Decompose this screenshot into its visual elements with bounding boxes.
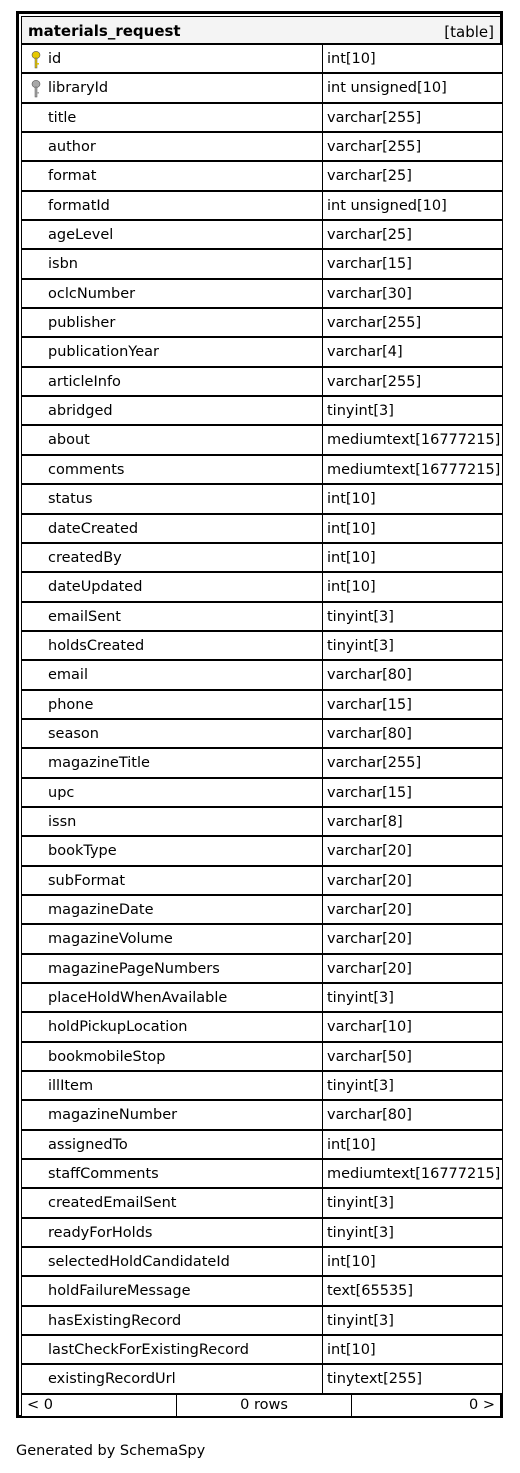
column-row bbox=[21, 161, 501, 190]
column-type: varchar[80] bbox=[327, 667, 412, 684]
column-name-cell bbox=[21, 308, 323, 337]
column-type-cell bbox=[322, 954, 503, 983]
row-count-text: 0 rows bbox=[240, 1397, 288, 1413]
footer-left-cell bbox=[22, 1395, 177, 1416]
column-row bbox=[21, 836, 501, 865]
column-type-cell bbox=[322, 367, 503, 396]
column-name: readyForHolds bbox=[48, 1224, 153, 1241]
column-type: varchar[255] bbox=[327, 139, 422, 156]
column-type-cell bbox=[322, 690, 503, 719]
column-name: existingRecordUrl bbox=[48, 1371, 176, 1388]
column-type: varchar[80] bbox=[327, 1107, 412, 1124]
column-name-cell bbox=[21, 778, 323, 807]
column-row bbox=[21, 1276, 501, 1305]
column-name-cell bbox=[21, 807, 323, 836]
primary-key-icon bbox=[31, 51, 41, 69]
column-name-cell bbox=[21, 161, 323, 190]
column-type: int unsigned[10] bbox=[327, 80, 447, 97]
column-type-cell bbox=[322, 1218, 503, 1247]
column-name-cell bbox=[21, 866, 323, 895]
column-row bbox=[21, 279, 501, 308]
column-name: magazineDate bbox=[48, 901, 154, 918]
column-type: tinyint[3] bbox=[327, 1195, 394, 1212]
column-name: formatId bbox=[48, 197, 110, 214]
column-type-cell bbox=[322, 1042, 503, 1071]
column-type: varchar[25] bbox=[327, 227, 412, 244]
column-row bbox=[21, 103, 501, 132]
column-type-cell bbox=[322, 983, 503, 1012]
column-type-cell bbox=[322, 572, 503, 601]
column-row bbox=[21, 866, 501, 895]
column-name-cell bbox=[21, 660, 323, 689]
column-type-cell bbox=[322, 1012, 503, 1041]
column-row bbox=[21, 1335, 501, 1364]
column-name-cell bbox=[21, 44, 323, 73]
column-name: holdPickupLocation bbox=[48, 1019, 188, 1036]
column-name-cell bbox=[21, 543, 323, 572]
column-type: varchar[20] bbox=[327, 931, 412, 948]
column-type: tinytext[255] bbox=[327, 1371, 423, 1388]
column-row bbox=[21, 690, 501, 719]
column-row bbox=[21, 1188, 501, 1217]
column-type-cell bbox=[322, 1335, 503, 1364]
column-name-cell bbox=[21, 1306, 323, 1335]
footer-center-cell bbox=[177, 1395, 352, 1416]
column-type: mediumtext[16777215] bbox=[327, 432, 501, 449]
column-row bbox=[21, 1130, 501, 1159]
column-name: title bbox=[48, 109, 77, 126]
column-name: author bbox=[48, 139, 96, 156]
column-list bbox=[21, 44, 501, 1394]
column-type-cell bbox=[322, 1130, 503, 1159]
column-name-cell bbox=[21, 1100, 323, 1129]
column-type-cell bbox=[322, 514, 503, 543]
column-name-cell bbox=[21, 895, 323, 924]
column-name-cell bbox=[21, 690, 323, 719]
column-row bbox=[21, 1247, 501, 1276]
column-type-cell bbox=[322, 1364, 503, 1393]
column-type: int[10] bbox=[327, 1136, 376, 1153]
column-type-cell bbox=[322, 631, 503, 660]
column-row bbox=[21, 807, 501, 836]
column-type: varchar[255] bbox=[327, 755, 422, 772]
column-row bbox=[21, 1071, 501, 1100]
column-name: id bbox=[48, 51, 62, 67]
column-type-cell bbox=[322, 220, 503, 249]
column-name: about bbox=[48, 432, 90, 449]
column-name: issn bbox=[48, 813, 77, 830]
column-row bbox=[21, 1159, 501, 1188]
column-type-cell bbox=[322, 895, 503, 924]
column-row bbox=[21, 602, 501, 631]
column-name: publisher bbox=[48, 315, 116, 332]
column-name: comments bbox=[48, 461, 125, 478]
column-name-cell bbox=[21, 1276, 323, 1305]
column-name-cell bbox=[21, 1364, 323, 1393]
column-name: magazinePageNumbers bbox=[48, 960, 220, 977]
column-row bbox=[21, 1218, 501, 1247]
column-name-cell bbox=[21, 572, 323, 601]
column-type-cell bbox=[322, 660, 503, 689]
column-name-cell bbox=[21, 719, 323, 748]
column-type: tinyint[3] bbox=[327, 990, 394, 1006]
column-type-cell bbox=[322, 1100, 503, 1129]
column-type: int[10] bbox=[327, 51, 376, 67]
column-type-cell bbox=[322, 836, 503, 865]
column-name: magazineNumber bbox=[48, 1107, 178, 1124]
column-name: bookmobileStop bbox=[48, 1048, 166, 1065]
column-row bbox=[21, 308, 501, 337]
column-row bbox=[21, 367, 501, 396]
column-type-cell bbox=[322, 279, 503, 308]
column-type: text[65535] bbox=[327, 1283, 414, 1300]
column-type-cell bbox=[322, 778, 503, 807]
column-name-cell bbox=[21, 954, 323, 983]
column-type-cell bbox=[322, 73, 503, 102]
column-name: dateUpdated bbox=[48, 579, 143, 596]
column-type: varchar[15] bbox=[327, 696, 412, 713]
column-name-cell bbox=[21, 103, 323, 132]
column-row bbox=[21, 543, 501, 572]
column-row bbox=[21, 1042, 501, 1071]
column-name: createdBy bbox=[48, 549, 122, 566]
column-row bbox=[21, 1100, 501, 1129]
index-key-icon bbox=[31, 80, 41, 98]
column-type-cell bbox=[322, 455, 503, 484]
column-name-cell bbox=[21, 484, 323, 513]
column-name-cell bbox=[21, 425, 323, 454]
column-name: season bbox=[48, 725, 99, 742]
column-name-cell bbox=[21, 602, 323, 631]
column-name: phone bbox=[48, 696, 94, 713]
column-type: varchar[80] bbox=[327, 725, 412, 742]
column-name-cell bbox=[21, 455, 323, 484]
column-type: int[10] bbox=[327, 1342, 376, 1359]
column-name-cell bbox=[21, 249, 323, 278]
column-row bbox=[21, 191, 501, 220]
column-name: isbn bbox=[48, 256, 78, 273]
column-type: varchar[20] bbox=[327, 872, 412, 889]
column-type: varchar[255] bbox=[327, 109, 422, 126]
column-row bbox=[21, 954, 501, 983]
column-row bbox=[21, 660, 501, 689]
column-name-cell bbox=[21, 748, 323, 777]
column-type: tinyint[3] bbox=[327, 1224, 394, 1241]
column-type-cell bbox=[322, 161, 503, 190]
column-type-cell bbox=[322, 132, 503, 161]
column-type: int[10] bbox=[327, 579, 376, 596]
column-type-cell bbox=[322, 1306, 503, 1335]
column-row bbox=[21, 778, 501, 807]
column-type: tinyint[3] bbox=[327, 1078, 394, 1095]
column-type: varchar[50] bbox=[327, 1048, 412, 1065]
column-type-cell bbox=[322, 103, 503, 132]
column-name: emailSent bbox=[48, 608, 121, 625]
column-type: tinyint[3] bbox=[327, 1312, 394, 1329]
column-type: varchar[20] bbox=[327, 960, 412, 977]
column-name: illItem bbox=[48, 1078, 94, 1095]
column-type: varchar[255] bbox=[327, 373, 422, 390]
column-type-cell bbox=[322, 866, 503, 895]
column-row bbox=[21, 1364, 501, 1393]
column-type: int[10] bbox=[327, 491, 376, 508]
column-type-cell bbox=[322, 425, 503, 454]
column-name-cell bbox=[21, 1159, 323, 1188]
column-name: createdEmailSent bbox=[48, 1195, 177, 1212]
column-name-cell bbox=[21, 1012, 323, 1041]
column-name: articleInfo bbox=[48, 373, 121, 390]
column-row bbox=[21, 337, 501, 366]
generated-by-caption: Generated by SchemaSpy bbox=[16, 1443, 206, 1459]
column-name: bookType bbox=[48, 843, 117, 860]
column-type: varchar[20] bbox=[327, 843, 412, 860]
column-type-cell bbox=[322, 484, 503, 513]
column-name: holdsCreated bbox=[48, 637, 145, 654]
column-type-cell bbox=[322, 396, 503, 425]
column-type-cell bbox=[322, 602, 503, 631]
column-row bbox=[21, 748, 501, 777]
column-type: varchar[15] bbox=[327, 256, 412, 273]
column-type-cell bbox=[322, 807, 503, 836]
column-name: publicationYear bbox=[48, 344, 159, 361]
column-name: subFormat bbox=[48, 872, 126, 889]
column-name-cell bbox=[21, 1218, 323, 1247]
column-row bbox=[21, 249, 501, 278]
column-type-cell bbox=[322, 924, 503, 953]
column-row bbox=[21, 220, 501, 249]
column-name-cell bbox=[21, 396, 323, 425]
column-name-cell bbox=[21, 73, 323, 102]
column-name: magazineTitle bbox=[48, 755, 150, 772]
column-row bbox=[21, 983, 501, 1012]
column-type-cell bbox=[322, 191, 503, 220]
column-name-cell bbox=[21, 1071, 323, 1100]
column-type: int[10] bbox=[327, 549, 376, 566]
column-name: abridged bbox=[48, 403, 113, 420]
column-name-cell bbox=[21, 1335, 323, 1364]
column-name-cell bbox=[21, 983, 323, 1012]
column-name-cell bbox=[21, 220, 323, 249]
column-type-cell bbox=[322, 44, 503, 73]
column-row bbox=[21, 719, 501, 748]
column-name: holdFailureMessage bbox=[48, 1283, 191, 1300]
column-type: varchar[4] bbox=[327, 344, 403, 361]
column-type: tinyint[3] bbox=[327, 637, 394, 654]
column-row bbox=[21, 924, 501, 953]
column-type-cell bbox=[322, 543, 503, 572]
column-name-cell bbox=[21, 367, 323, 396]
column-type-cell bbox=[322, 748, 503, 777]
column-name: dateCreated bbox=[48, 520, 139, 537]
column-type: varchar[15] bbox=[327, 784, 412, 801]
column-type: int[10] bbox=[327, 520, 376, 537]
footer-left-text: < 0 bbox=[27, 1397, 53, 1413]
column-name-cell bbox=[21, 1188, 323, 1217]
column-name: placeHoldWhenAvailable bbox=[48, 990, 228, 1006]
column-name-cell bbox=[21, 337, 323, 366]
column-row bbox=[21, 1012, 501, 1041]
column-type: varchar[255] bbox=[327, 315, 422, 332]
column-row bbox=[21, 572, 501, 601]
column-type: varchar[10] bbox=[327, 1019, 412, 1036]
table-name: materials_request bbox=[28, 22, 181, 40]
column-name: ageLevel bbox=[48, 227, 114, 244]
footer-right-cell bbox=[352, 1395, 500, 1416]
column-row bbox=[21, 895, 501, 924]
column-type: varchar[8] bbox=[327, 813, 403, 830]
column-type: tinyint[3] bbox=[327, 608, 394, 625]
column-type: int unsigned[10] bbox=[327, 197, 447, 214]
column-name: magazineVolume bbox=[48, 931, 173, 948]
table-type-label: [table] bbox=[444, 23, 494, 41]
column-type: int[10] bbox=[327, 1254, 376, 1271]
column-type: tinyint[3] bbox=[327, 403, 394, 420]
column-type-cell bbox=[322, 1188, 503, 1217]
column-name: selectedHoldCandidateId bbox=[48, 1254, 230, 1271]
column-name: libraryId bbox=[48, 80, 109, 97]
column-type: varchar[25] bbox=[327, 168, 412, 185]
column-name: hasExistingRecord bbox=[48, 1312, 182, 1329]
column-type-cell bbox=[322, 337, 503, 366]
table-footer bbox=[21, 1394, 501, 1417]
table-header bbox=[21, 16, 501, 44]
column-row bbox=[21, 631, 501, 660]
column-row bbox=[21, 1306, 501, 1335]
column-row bbox=[21, 425, 501, 454]
column-name: format bbox=[48, 168, 97, 185]
column-type-cell bbox=[322, 719, 503, 748]
column-row bbox=[21, 455, 501, 484]
column-name: staffComments bbox=[48, 1166, 159, 1183]
column-name-cell bbox=[21, 191, 323, 220]
column-row bbox=[21, 396, 501, 425]
column-name-cell bbox=[21, 279, 323, 308]
column-type-cell bbox=[322, 1159, 503, 1188]
column-row bbox=[21, 44, 501, 73]
column-type: mediumtext[16777215] bbox=[327, 461, 501, 478]
column-name-cell bbox=[21, 836, 323, 865]
column-name-cell bbox=[21, 1042, 323, 1071]
column-name: lastCheckForExistingRecord bbox=[48, 1342, 249, 1359]
column-name-cell bbox=[21, 924, 323, 953]
column-type-cell bbox=[322, 1276, 503, 1305]
column-type-cell bbox=[322, 1071, 503, 1100]
column-type: mediumtext[16777215] bbox=[327, 1166, 501, 1183]
column-name: upc bbox=[48, 784, 75, 801]
column-name: oclcNumber bbox=[48, 285, 136, 302]
table-node bbox=[16, 11, 503, 1418]
column-row bbox=[21, 514, 501, 543]
column-name-cell bbox=[21, 631, 323, 660]
column-row bbox=[21, 73, 501, 102]
column-name: assignedTo bbox=[48, 1136, 128, 1153]
column-name-cell bbox=[21, 132, 323, 161]
column-type: varchar[20] bbox=[327, 901, 412, 918]
footer-right-text: 0 > bbox=[469, 1397, 495, 1413]
column-type-cell bbox=[322, 308, 503, 337]
column-name: email bbox=[48, 667, 88, 684]
column-name-cell bbox=[21, 1247, 323, 1276]
column-type-cell bbox=[322, 249, 503, 278]
column-row bbox=[21, 132, 501, 161]
column-row bbox=[21, 484, 501, 513]
column-name-cell bbox=[21, 514, 323, 543]
column-type: varchar[30] bbox=[327, 285, 412, 302]
column-name: status bbox=[48, 491, 93, 508]
column-type-cell bbox=[322, 1247, 503, 1276]
column-name-cell bbox=[21, 1130, 323, 1159]
